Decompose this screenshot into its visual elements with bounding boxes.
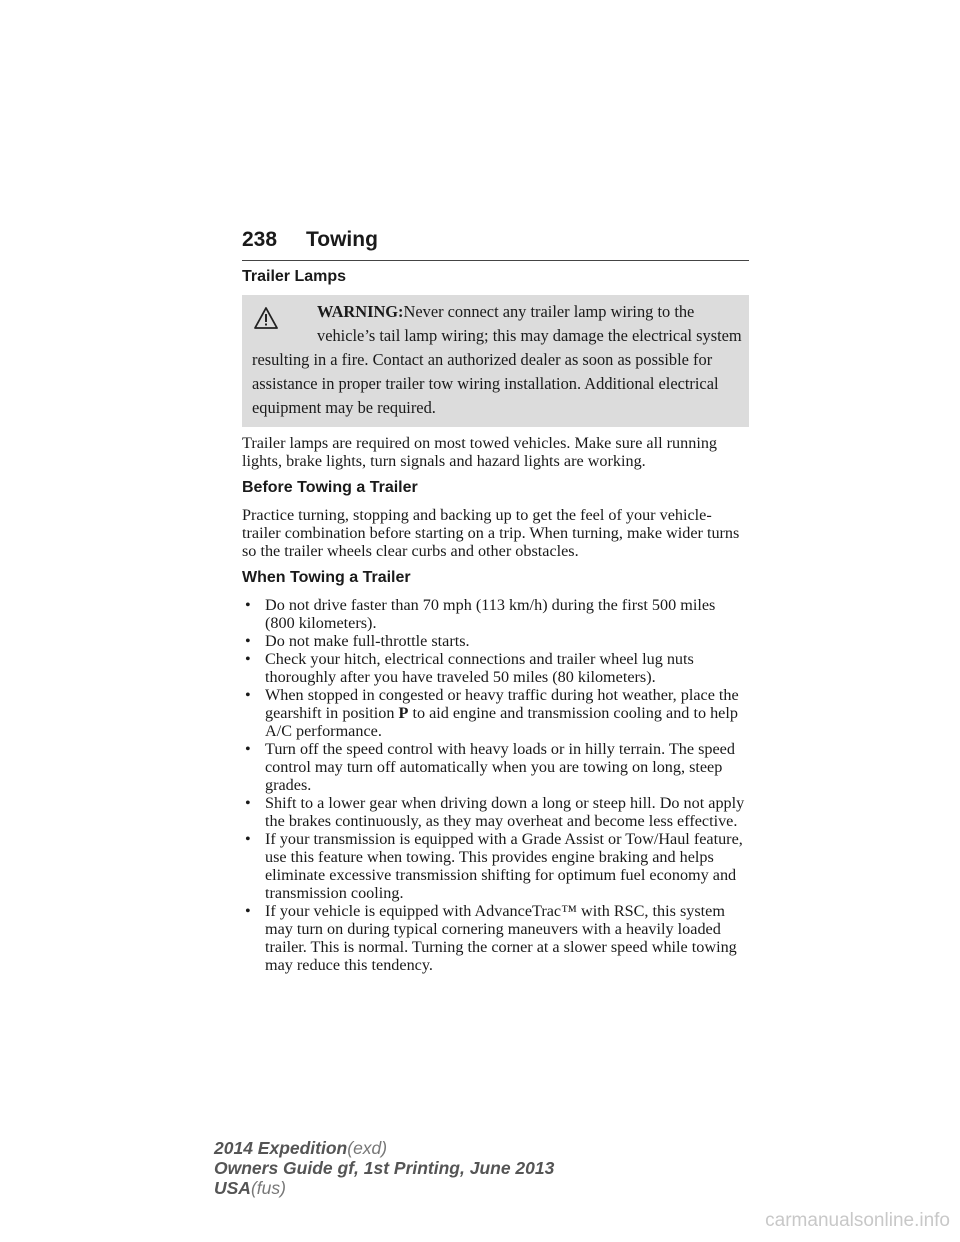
list-item: • When stopped in congested or heavy traffic during hot weather, place the gearshift in position P to aid engine and transmission cooling and to help A/C performance. [245, 686, 739, 740]
list-item: • If your transmission is equipped with a Grade Assist or Tow/Haul feature, use this feature when towing. This provides engine braking and helps eliminate excessive transmission shifting for optimum fuel economy and transmission cooling. [245, 830, 743, 902]
page-footer [214, 1138, 554, 1198]
footer-market: USA [214, 1178, 251, 1198]
watermark-link[interactable]: carmanualsonline.info [765, 1210, 950, 1231]
list-item: • Check your hitch, electrical connections and trailer wheel lug nuts thoroughly after you have traveled 50 miles (80 kilometers). [245, 650, 694, 686]
bullet-icon: • [245, 740, 251, 758]
list-item: • Do not make full-throttle starts. [245, 632, 470, 650]
warning-text [252, 300, 742, 420]
page-number: 238 [242, 228, 278, 251]
heading-when-towing: When Towing a Trailer [242, 569, 411, 586]
footer-model-code: (exd) [347, 1138, 388, 1158]
bullet-icon: • [245, 686, 251, 704]
section-title: Towing [306, 228, 378, 251]
warning-line: vehicle’s tail lamp wiring; this may damage the electrical system [317, 326, 742, 345]
towing-tips-list [242, 596, 749, 974]
bullet-icon: • [245, 902, 251, 920]
list-item: • Turn off the speed control with heavy loads or in hilly terrain. The speed control may turn off automatically when you are towing on long, steep grades. [245, 740, 735, 794]
bullet-icon: • [245, 650, 251, 668]
warning-line: equipment may be required. [252, 398, 436, 417]
footer-model: 2014 Expedition [214, 1138, 348, 1158]
list-item: • If your vehicle is equipped with AdvanceTrac™ with RSC, this system may turn on during typical cornering maneuvers with a heavily loaded trailer. This is normal. Turning the corner at a slower speed while towing may reduce this tendency. [245, 902, 737, 974]
gear-position-p: P [398, 704, 409, 722]
bullet-icon: • [245, 596, 251, 614]
bullet-icon: • [245, 632, 251, 650]
heading-before-towing: Before Towing a Trailer [242, 479, 418, 496]
bullet-icon: • [245, 794, 251, 812]
warning-line: Never connect any trailer lamp wiring to the [403, 302, 695, 321]
footer-market-code: (fus) [250, 1178, 286, 1198]
list-item: • Do not drive faster than 70 mph (113 km/h) during the first 500 miles (800 kilometers). [245, 596, 716, 632]
warning-line: resulting in a fire. Contact an authorized dealer as soon as possible for [252, 350, 713, 369]
warning-triangle-icon [254, 307, 278, 329]
page-header [242, 228, 749, 261]
heading-trailer-lamps: Trailer Lamps [242, 268, 347, 285]
trailer-lamps-paragraph: Trailer lamps are required on most towed vehicles. Make sure all running lights, brake lights, turn signals and hazard lights are working. [242, 434, 718, 470]
warning-line: assistance in proper trailer tow wiring installation. Additional electrical [252, 374, 719, 393]
before-towing-paragraph: Practice turning, stopping and backing up to get the feel of your vehicle-trailer combination before starting on a trip. When turning, make wider turns so the trailer wheels clear curbs and other obstacles. [242, 506, 740, 560]
page-content [242, 268, 749, 974]
bullet-icon: • [245, 830, 251, 848]
warning-box [242, 295, 749, 427]
footer-printing: Owners Guide gf, 1st Printing, June 2013 [214, 1158, 555, 1178]
list-item: • Shift to a lower gear when driving down a long or steep hill. Do not apply the brakes continuously, as they may overheat and become less effective. [245, 794, 745, 830]
warning-label: WARNING: [317, 302, 404, 321]
